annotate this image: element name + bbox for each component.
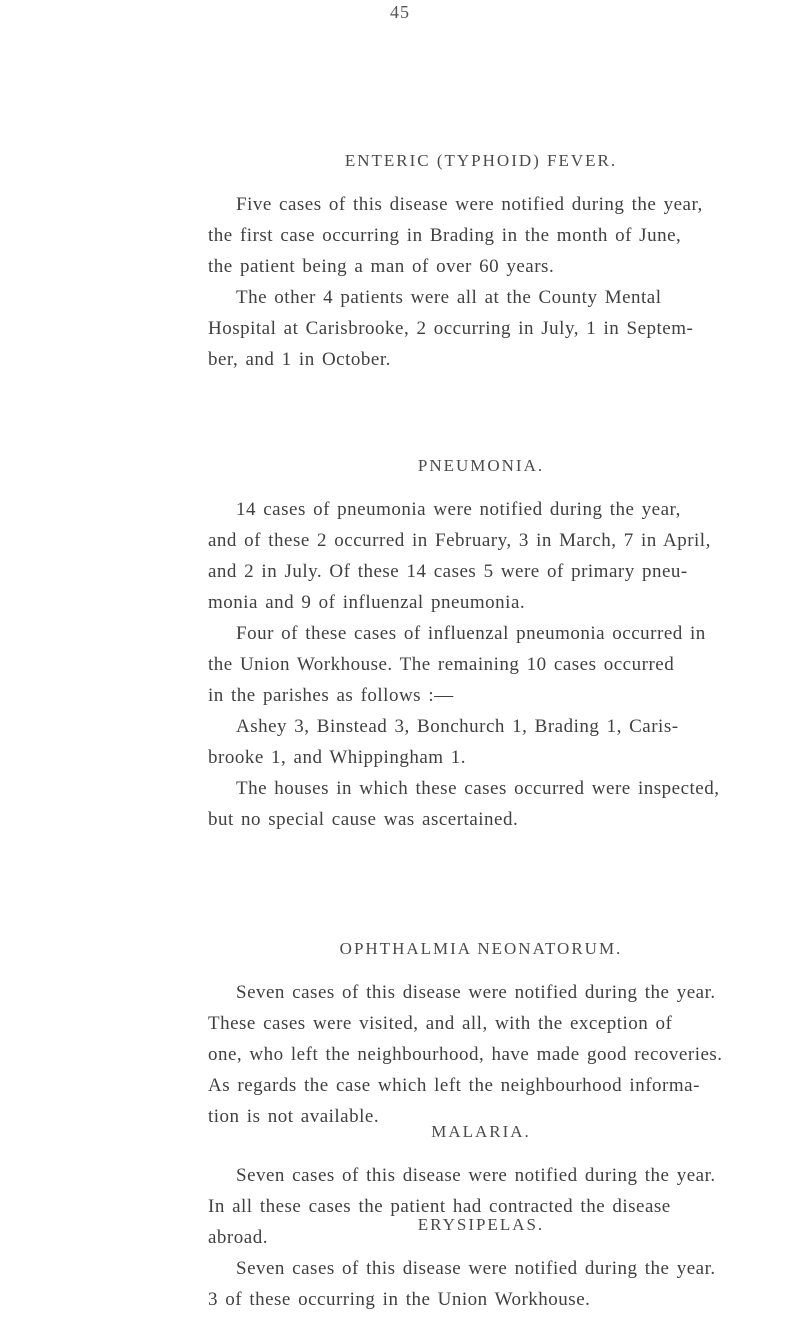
paragraph [208,494,754,618]
section-enteric-fever [208,152,754,375]
section-heading: PNEUMONIA. [417,456,545,475]
text-line: and of these 2 occurred in February, 3 in March, 7 in April, [208,530,711,551]
paragraph [208,711,754,773]
text-line: Seven cases of this disease were notified during the year. [236,1165,716,1186]
section-heading: ENTERIC (TYPHOID) FEVER. [344,151,618,170]
text-line: The houses in which these cases occurred were inspected, [236,778,720,799]
text-line: ber, and 1 in October. [208,349,391,370]
section-heading: ERYSIPELAS. [417,1215,545,1234]
paragraph [208,773,754,835]
text-line: and 2 in July. Of these 14 cases 5 were of primary pneu- [208,561,688,582]
text-line: abroad. [208,1227,268,1248]
text-line: In all these cases the patient had contracted the disease [208,1196,671,1217]
text-line: Seven cases of this disease were notified during the year. [236,1258,716,1279]
page-number: 45 [390,2,410,22]
section-erysipelas [208,1216,754,1315]
text-line: but no special cause was ascertained. [208,809,519,830]
text-line: 3 of these occurring in the Union Workhouse. [208,1289,591,1310]
text-line: Four of these cases of influenzal pneumonia occurred in [236,623,706,644]
text-line: As regards the case which left the neighbourhood informa- [208,1075,700,1096]
text-line: the patient being a man of over 60 years. [208,256,555,277]
text-line: the first case occurring in Brading in the month of June, [208,225,682,246]
section-ophthalmia-neonatorum [208,940,754,1132]
section-heading: OPHTHALMIA NEONATORUM. [339,939,623,958]
paragraph [208,189,754,282]
text-line: brooke 1, and Whippingham 1. [208,747,467,768]
section-heading: MALARIA. [431,1122,531,1141]
paragraph [208,618,754,711]
text-line: The other 4 patients were all at the County Mental [236,287,662,308]
text-line: the Union Workhouse. The remaining 10 cases occurred [208,654,675,675]
text-line: These cases were visited, and all, with the exception of [208,1013,673,1034]
text-line: Ashey 3, Binstead 3, Bonchurch 1, Brading 1, Caris- [236,716,679,737]
text-line: Five cases of this disease were notified during the year, [236,194,703,215]
text-line: tion is not available. [208,1106,380,1127]
paragraph [208,282,754,375]
text-line: one, who left the neighbourhood, have made good recoveries. [208,1044,723,1065]
paragraph [208,977,754,1132]
text-line: Hospital at Carisbrooke, 2 occurring in July, 1 in Septem- [208,318,694,339]
section-pneumonia [208,457,754,835]
text-line: in the parishes as follows :— [208,685,454,706]
text-line: 14 cases of pneumonia were notified during the year, [236,499,681,520]
text-line: Seven cases of this disease were notified during the year. [236,982,716,1003]
text-line: monia and 9 of influenzal pneumonia. [208,592,526,613]
paragraph [208,1253,754,1315]
